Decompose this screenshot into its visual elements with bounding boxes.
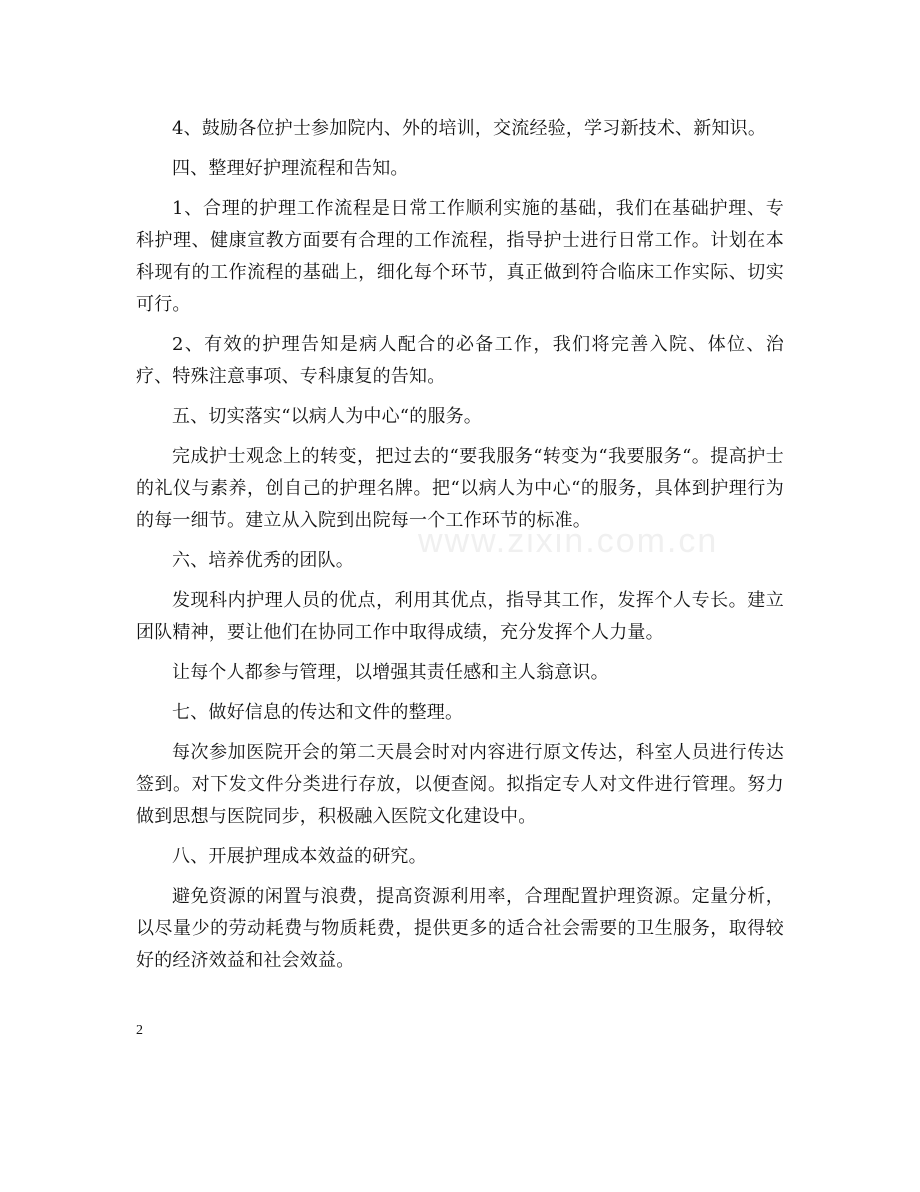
heading-cost-benefit: 八、开展护理成本效益的研究。: [172, 846, 427, 867]
paragraph-service-change: 完成护士观念上的转变，把过去的“要我服务“转变为“我要服务“。提高护士的礼仪与素养，创自己的护理名牌。把“以病人为中心“的服务，具体到护理行为的每一细节。建立从入院到出院每一个工作环节的标准。: [136, 446, 784, 531]
document-body: [136, 113, 784, 985]
watermark: www.zixin.com.cn: [418, 522, 719, 560]
paragraph-training: 4、鼓励各位护士参加院内、外的培训，交流经验，学习新技术、新知识。: [172, 118, 767, 139]
page-number: 2: [136, 1023, 143, 1038]
paragraph-notice: 2、有效的护理告知是病人配合的必备工作，我们将完善入院、体位、治疗、特殊注意事项、专科康复的告知。: [136, 334, 784, 387]
heading-information: 七、做好信息的传达和文件的整理。: [172, 702, 464, 723]
paragraph-workflow: 1、合理的护理工作流程是日常工作顺利实施的基础，我们在基础护理、专科护理、健康宣教方面要有合理的工作流程，指导护士进行日常工作。计划在本科现有的工作流程的基础上，细化每个环节，真正做到符合临床工作实际、切实可行。: [136, 198, 784, 315]
paragraph-team-spirit: 发现科内护理人员的优点，利用其优点，指导其工作，发挥个人专长。建立团队精神，要让他们在协同工作中取得成绩，充分发挥个人力量。: [136, 590, 784, 643]
heading-workflow-notice: 四、整理好护理流程和告知。: [172, 158, 409, 179]
paragraph-information: 每次参加医院开会的第二天晨会时对内容进行原文传达，科室人员进行传达签到。对下发文件分类进行存放，以便查阅。拟指定专人对文件进行管理。努力做到思想与医院同步，积极融入医院文化建设中。: [136, 742, 784, 827]
heading-patient-centered: 五、切实落实“以病人为中心“的服务。: [172, 406, 483, 427]
paragraph-participation: 让每个人都参与管理，以增强其责任感和主人翁意识。: [172, 662, 609, 683]
paragraph-cost-benefit: 避免资源的闲置与浪费，提高资源利用率，合理配置护理资源。定量分析，以尽量少的劳动耗费与物质耗费，提供更多的适合社会需要的卫生服务，取得较好的经济效益和社会效益。: [136, 886, 784, 971]
heading-team: 六、培养优秀的团队。: [172, 550, 354, 571]
